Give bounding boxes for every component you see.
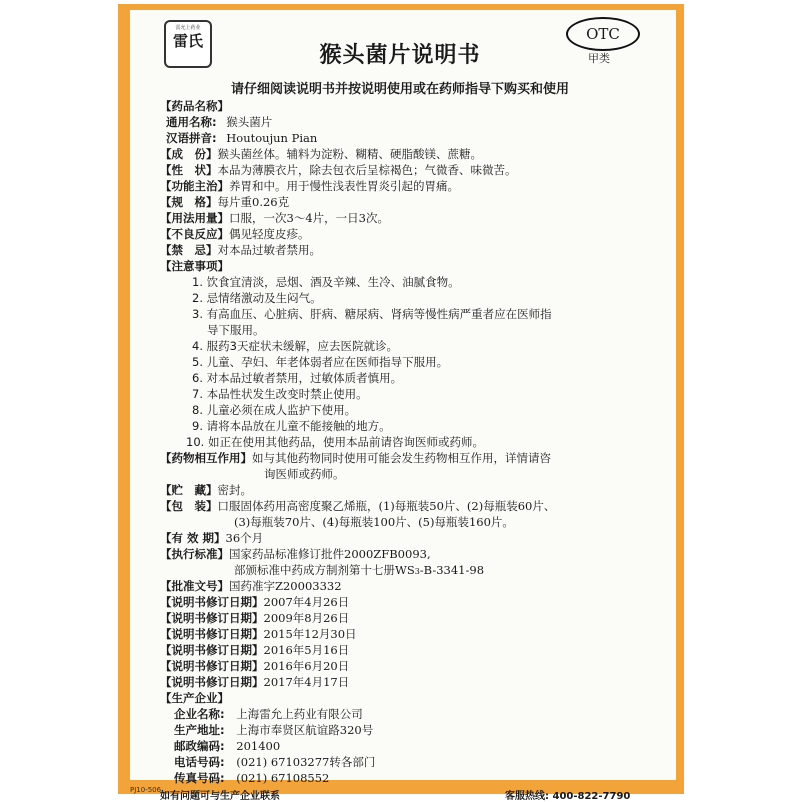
contraindication-row: 【禁 忌】对本品过敏者禁用。 [160,243,321,257]
storage-row: 【贮 藏】密封。 [160,483,252,497]
precaution-item: 1. 饮食宜清淡，忌烟、酒及辛辣、生冷、油腻食物。 [192,275,460,289]
precaution-item: 2. 忌情绪激动及生闷气。 [192,291,322,305]
precaution-item: 4. 服药3天症状未缓解，应去医院就诊。 [192,339,398,353]
logo-text: 雷氏 [172,32,203,50]
package-row: 【包 装】口服固体药用高密度聚乙烯瓶，(1)每瓶装50片、(2)每瓶装60片、 [160,499,556,513]
standard-row: 【执行标准】国家药品标准修订批件2000ZFB0093, [160,547,431,561]
spec-row: 【规 格】每片重0.26克 [160,195,290,209]
revision-row: 【说明书修订日期】2016年6月20日 [160,659,350,673]
precaution-item-cont: 导下服用。 [207,323,265,337]
precaution-item: 9. 请将本品放在儿童不能接触的地方。 [192,419,391,433]
postcode-row: 邮政编码: 201400 [174,739,281,753]
standard-row-cont: 部颁标准中药成方制剂第十七册WS3-B-3341-98 [234,563,485,577]
validity-row: 【有 效 期】36个月 [160,531,264,545]
logo-small-text: 雷允上药业 [175,25,201,31]
revision-row: 【说明书修订日期】2017年4月17日 [160,675,350,689]
page-title: 猴头菌片说明书 [319,43,481,68]
character-row: 【性 状】本品为薄膜衣片，除去包衣后呈棕褐色；气微香、味微苦。 [160,163,517,177]
package-row-cont: (3)每瓶装70片、(4)每瓶装100片、(5)每瓶装160片。 [234,515,514,529]
name-header: 【药品名称】 [160,99,229,113]
revision-row: 【说明书修订日期】2015年12月30日 [160,627,357,641]
precaution-item: 3. 有高血压、心脏病、肝病、糖尿病、肾病等慢性病严重者应在医师指 [192,307,552,321]
otc-badge: OTC [566,17,640,51]
pinyin-row: 汉语拼音: Houtoujun Pian [166,131,318,145]
revision-row: 【说明书修订日期】2009年8月26日 [160,611,350,625]
precaution-item: 5. 儿童、孕妇、年老体弱者应在医师指导下服用。 [192,355,449,369]
precautions-header: 【注意事项】 [160,259,229,273]
otc-category: 甲类 [588,52,610,65]
fax-row: 传真号码: (021) 67108552 [174,771,330,785]
address-row: 生产地址: 上海市奉贤区航谊路320号 [174,723,374,737]
company-row: 企业名称: 上海雷允上药业有限公司 [174,707,363,721]
adverse-row: 【不良反应】偶见轻度皮疹。 [160,227,310,241]
precaution-item: 10. 如正在使用其他药品，使用本品前请咨询医师或药师。 [186,435,484,449]
maker-header: 【生产企业】 [160,691,229,705]
precaution-item: 7. 本品性状发生改变时禁止使用。 [192,387,368,401]
precaution-item: 8. 儿童必须在成人监护下使用。 [192,403,357,417]
phone-row: 电话号码: (021) 67103277转各部门 [174,755,376,769]
approval-row: 【批准文号】国药准字Z20003332 [160,579,342,593]
revision-row: 【说明书修订日期】2016年5月16日 [160,643,350,657]
generic-name-row: 通用名称: 猴头菌片 [166,115,273,129]
footer-hotline: 客服热线: 400-822-7790 [505,791,631,802]
indication-row: 【功能主治】养胃和中。用于慢性浅表性胃炎引起的胃痛。 [160,179,459,193]
print-code: PJ10-506 [130,786,162,794]
interaction-row-cont: 询医师或药师。 [264,467,345,481]
precaution-item: 6. 对本品过敏者禁用，过敏体质者慎用。 [192,371,403,385]
subtitle: 请仔细阅读说明书并按说明使用或在药师指导下购买和使用 [230,82,569,97]
interaction-row: 【药物相互作用】如与其他药物同时使用可能会发生药物相互作用，详情请咨 [160,451,551,465]
revision-row: 【说明书修订日期】2007年4月26日 [160,595,350,609]
footer-contact-note: 如有问题可与生产企业联系 [160,791,280,802]
usage-row: 【用法用量】口服，一次3～4片，一日3次。 [160,211,389,225]
ingredients-row: 【成 份】猴头菌丝体。辅料为淀粉、糊精、硬脂酸镁、蔗糖。 [160,147,482,161]
